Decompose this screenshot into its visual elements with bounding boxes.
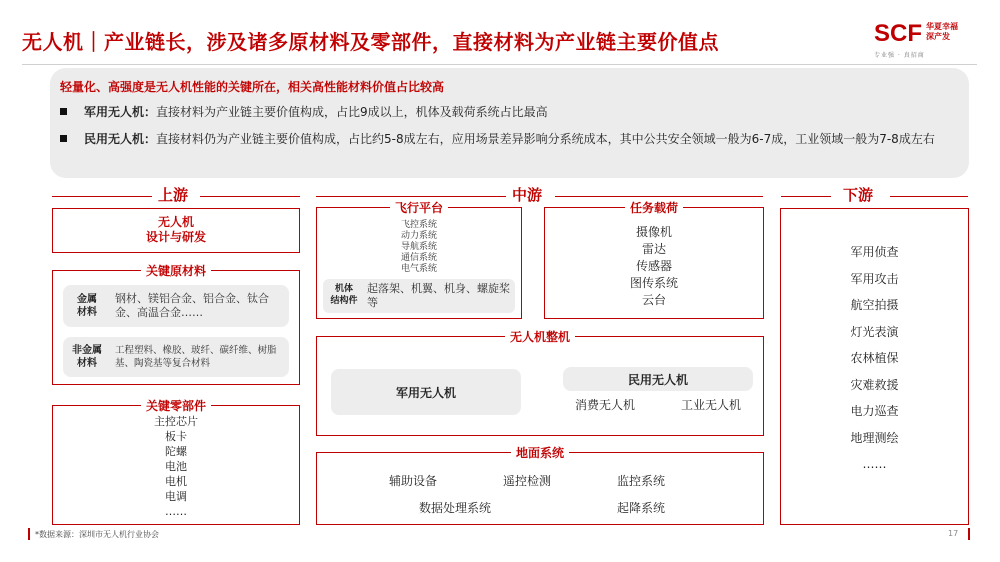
list-item: 通信系统 (400, 253, 437, 263)
raw-materials-box (52, 264, 300, 385)
list-item: 电池 (165, 460, 187, 473)
flight-platform-title: 飞行平台 (390, 199, 448, 216)
upstream-rule-right (200, 196, 300, 197)
logo-tagline: 专业强 · 真招商 (874, 52, 925, 59)
civil-uav-label: 民用无人机 (627, 373, 688, 387)
key-parts-list (53, 414, 299, 519)
ground-system-box (316, 446, 764, 525)
design-rd-label: 无人机 设计与研发 (145, 215, 206, 244)
airframe-text: 起落架、机翼、机身、螺旋桨等 (367, 282, 510, 309)
page-number: 17 (948, 529, 959, 538)
metal-materials-row (63, 285, 289, 327)
midstream-rule-left (316, 196, 506, 197)
metal-text: 钢材、镁铝合金、铝合金、钛合金、高温合金…… (115, 292, 269, 319)
nonmetal-label: 非金属 材料 (72, 345, 102, 369)
bullet-text: 直接材料为产业链主要价值构成，占比9成以上，机体及载荷系统占比最高 (156, 105, 548, 119)
ground-item-monitor: 监控系统 (617, 474, 666, 488)
list-item: 雷达 (641, 242, 666, 256)
key-parts-title: 关键零部件 (141, 397, 211, 414)
logo-cn-line2: 深产发 (926, 32, 950, 41)
logo-cn-text (926, 22, 958, 42)
list-item: 灾难救援 (850, 377, 899, 392)
consumer-uav: 消费无人机 (575, 398, 636, 412)
payload-title: 任务载荷 (625, 199, 683, 216)
ground-system-title: 地面系统 (511, 444, 569, 461)
page-title: 无人机｜产业链长，涉及诸多原材料及零部件，直接材料为产业链主要价值点 (22, 30, 719, 54)
nonmetal-materials-row (63, 337, 289, 377)
downstream-rule-left (781, 196, 831, 197)
list-item: 传感器 (635, 259, 672, 273)
list-item: 陀螺 (165, 445, 187, 458)
page-accent-bar (968, 528, 970, 540)
list-item: 灯光表演 (850, 324, 899, 339)
ground-item-aux: 辅助设备 (389, 474, 438, 488)
list-item: 军用侦查 (850, 245, 899, 259)
bullet-square-icon (60, 135, 67, 142)
airframe-label: 机体 结构件 (330, 284, 358, 306)
bullet-civil (60, 128, 965, 150)
complete-uav-title: 无人机整机 (505, 328, 575, 345)
list-item: 板卡 (165, 430, 187, 443)
ground-item-remote: 遥控检测 (503, 474, 552, 488)
ground-item-data: 数据处理系统 (419, 501, 492, 515)
bullet-square-icon (60, 108, 67, 115)
raw-materials-title: 关键原材料 (141, 262, 211, 279)
military-uav-pill (331, 369, 521, 415)
list-item: 电气系统 (400, 264, 437, 274)
list-item: 动力系统 (400, 231, 437, 241)
logo-cn-line1: 华夏幸福 (926, 22, 958, 31)
upstream-rule-left (52, 196, 152, 197)
title-divider (22, 64, 977, 65)
downstream-rule-right (890, 196, 968, 197)
bullet-label: 民用无人机： (84, 132, 157, 146)
metal-label: 金属 材料 (77, 294, 97, 318)
list-item: 电机 (165, 475, 187, 488)
list-item: 图传系统 (629, 276, 678, 290)
list-item: …… (862, 457, 887, 471)
list-item: 摄像机 (635, 225, 672, 239)
military-uav-label: 军用无人机 (395, 386, 456, 400)
list-item: …… (165, 505, 187, 518)
list-item: 军用攻击 (850, 271, 899, 286)
civil-uav-pill (563, 367, 753, 391)
complete-uav-box (316, 330, 764, 436)
midstream-title: 中游 (512, 186, 543, 204)
list-item: 地理测绘 (850, 430, 899, 445)
flight-platform-box (316, 201, 522, 319)
brand-logo (874, 20, 974, 62)
list-item: 飞控系统 (400, 220, 437, 230)
bullet-label: 军用无人机： (84, 105, 157, 119)
flight-systems-list (317, 220, 521, 275)
data-source-note: *数据来源：深圳市无人机行业协会 (35, 530, 159, 539)
list-item: 电力巡查 (850, 404, 899, 418)
footer-accent-bar (28, 528, 30, 540)
list-item: 农林植保 (850, 351, 899, 365)
list-item: 云台 (641, 293, 666, 307)
payload-box (544, 201, 764, 319)
nonmetal-text: 工程塑料、橡胶、玻纤、碳纤维、树脂基、陶瓷基等复合材料 (115, 345, 277, 369)
airframe-row (323, 279, 515, 313)
list-item: 主控芯片 (154, 415, 198, 428)
intro-headline: 轻量化、高强度是无人机性能的关键所在，相关高性能材料价值占比较高 (60, 80, 445, 94)
list-item: 航空拍摄 (850, 298, 899, 312)
list-item: 导航系统 (400, 242, 437, 252)
key-parts-box (52, 399, 300, 525)
bullet-military (60, 101, 965, 123)
design-rd-box (52, 208, 300, 253)
downstream-title: 下游 (843, 186, 874, 204)
applications-list (781, 239, 968, 478)
upstream-title: 上游 (158, 186, 189, 204)
bullet-text: 直接材料仍为产业链主要价值构成，占比约5-8成左右，应用场景差异影响分系统成本，其中公共安全领域一般为6-7成，工业领域一般为7-8成左右 (156, 132, 935, 146)
industrial-uav: 工业无人机 (681, 398, 742, 412)
logo-wordmark: SCF (874, 20, 922, 47)
midstream-rule-right (555, 196, 763, 197)
list-item: 电调 (165, 490, 187, 503)
ground-item-launch: 起降系统 (617, 501, 666, 515)
payload-list (545, 224, 763, 309)
downstream-box (780, 208, 969, 525)
